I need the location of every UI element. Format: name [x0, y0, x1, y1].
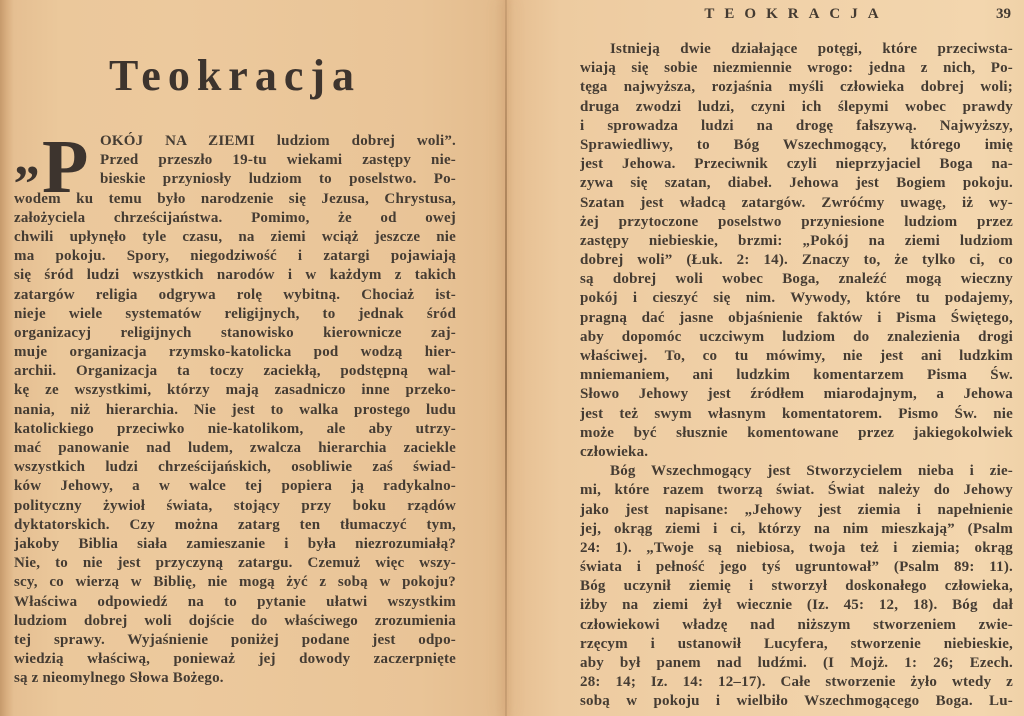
text-line: dyktatorskich. Czy można zatarg ten tłumaczyć tym,	[14, 516, 456, 533]
left-body-lines	[14, 190, 456, 689]
text-line: 28: 14; Iz. 14: 12–17). Całe stworzenie żyło wtedy z	[580, 674, 1013, 691]
text-line: Słowo Jehowy jest źródłem miarodajnym, a Jehowa	[580, 386, 1013, 403]
text-line: bieskie przyniosły ludziom to poselstwo. Po-	[100, 171, 456, 188]
right-paragraph-1	[580, 40, 1013, 462]
text-line-after-dropcap: OKÓJ NA ZIEMI ludziom dobrej woli”.	[100, 133, 456, 149]
text-line: wodem ku temu było narodzenie się Jezusa, Chrystusa,	[14, 190, 456, 207]
text-line: kę ze wszystkimi, którzy mają zasadniczo inne przeko-	[14, 382, 456, 399]
text-line: mi, które razem tworzą świat. Świat należy do Jehowy	[580, 482, 1013, 499]
right-paragraph-2	[580, 462, 1013, 711]
text-line: się śród ludzi wszystkich narodów i w każdym z takich	[14, 267, 456, 284]
page-title: Teokracja	[108, 51, 362, 100]
text-line: rzęcym i ustanowił Lucyfera, stworzenie niebieskie,	[580, 635, 1013, 652]
text-line: chwili upłynęło tyle czasu, na ziemi wciąż jeszcze nie	[14, 228, 456, 245]
dropcap	[14, 125, 100, 209]
text-line: polityczny żywioł świata, stojący przy boku rządów	[14, 497, 456, 514]
text-line: Bóg uczynił ziemię i stworzył doskonałego człowieka,	[580, 578, 1013, 595]
text-line: zywa się szatan, diabeł. Jehowa jest Bogiem pokoju.	[580, 175, 1013, 192]
text-line: założyciela chrześcijaństwa. Pomimo, że od owej	[14, 209, 456, 226]
text-line: 24: 1). „Twoje są niebiosa, twoja też i ziemia; okrąg	[580, 539, 1013, 556]
text-line: są dobrej woli wobec Boga, znaleźć mogą wieczny	[580, 271, 1013, 288]
text-line: zastępy niebieskie, brzmi: „Pokój na ziemi ludziom	[580, 232, 1013, 249]
text-line: ków Jehowy, a w walce tej popiera ją radykalno-	[14, 478, 456, 495]
text-line: Nie, to nie jest przyczyną zatargu. Czemuż więc wszy-	[14, 555, 456, 572]
text-line: żej przytoczone poselstwo przyniesione ludziom przez	[580, 213, 1013, 230]
text-line: sobą w pokoju i wielbiło Wszechmogącego Boga. Lu-	[580, 693, 1013, 710]
text-line: nieje wiele systematów religijnych, to jednak śród	[14, 305, 456, 322]
text-line: nania, niż hierarchia. Nie jest to walka prostego ludu	[14, 401, 456, 418]
dropcap-open-quote: „	[14, 129, 40, 186]
text-line: tęga najwyższa, rozjaśnia myśli człowieka dobrej woli;	[580, 79, 1013, 96]
text-line: są z nieomylnego Słowa Bożego.	[14, 670, 224, 687]
text-line: Bóg Wszechmogący jest Stworzycielem nieba i zie-	[610, 463, 1013, 480]
text-line: człowiekowi władzę nad niższym stworzeniem zwie-	[580, 616, 1013, 633]
right-page-body	[580, 40, 1013, 712]
text-line: zatargów religia odgrywa rolę wybitną. Chociaż ist-	[14, 286, 456, 303]
text-line: druga zwodzi ludzi, czyni ich ślepymi wobec prawdy	[580, 98, 1013, 115]
text-line: jej, okrąg ziemi i ci, którzy na nim mieszkają” (Psalm	[580, 520, 1013, 537]
text-line: jako jest napisane: „Jehowy jest ziemia i napełnienie	[580, 501, 1013, 518]
dropcap-letter: P	[42, 125, 89, 209]
text-line: jakoby Biblia siała zamieszanie i była niezrozumiałą?	[14, 535, 456, 552]
text-line: dobrej woli” (Łuk. 2: 14). Znaczy to, że tylko ci, co	[580, 252, 1013, 269]
text-line: Istnieją dwie działające potęgi, które przeciwsta-	[610, 41, 1013, 57]
text-line: tej sprawy. Wyjaśnienie poniżej podane jest odpo-	[14, 631, 456, 648]
text-line: iżby na ziemi żył wiecznie (Iz. 45: 12, 18). Bóg dał	[580, 597, 1013, 614]
running-header	[580, 6, 1013, 28]
text-line: scy, co wierzą w Biblię, nie mogą żyć z sobą w pokoju?	[14, 574, 456, 591]
text-line: jest też swym własnym komentatorem. Pismo Św. nie	[580, 405, 1013, 422]
opening-paragraph	[14, 125, 456, 688]
page-number: 39	[996, 6, 1011, 22]
text-line: może być słusznie komentowane przez jakiegokolwiek	[580, 424, 1013, 441]
text-line: aby był panem nad ludźmi. (I Mojż. 1: 26; Ezech.	[580, 655, 1013, 671]
text-line: wiedzią właściwą, ponieważ jej dowody zaczerpnięte	[14, 651, 456, 668]
text-line: Przed przeszło 19-tu wiekami zastępy nie-	[100, 152, 456, 169]
text-line: Sprawiedliwy, to Bóg Wszechmogący, którego imię	[580, 136, 1013, 153]
text-line: i sprowadza ludzi na drogę fałszywą. Najwyższy,	[580, 117, 1013, 134]
text-line: muje organizacja rzymsko-katolicka pod wodzą hier-	[14, 344, 456, 361]
text-line: wszystkich ludzi chrześcijańskich, osobliwie zaś świad-	[14, 459, 456, 476]
text-line: organizacyj religijnych stanowisko kierownicze zaj-	[14, 324, 456, 341]
left-page	[14, 0, 456, 716]
text-line: świata i pełność jego tyś ugruntował” (Psalm 89: 11).	[580, 559, 1013, 576]
text-line: archii. Organizacja ta toczy zaciekłą, podstępną wal-	[14, 363, 456, 380]
text-line: pragną dać jasne objaśnienie faktów i Pisma Świętego,	[580, 309, 1013, 326]
text-line: katolickiego przeciwko nie-katolikom, ale aby utrzy-	[14, 420, 456, 437]
text-line: wiają się sobie niezmiennie wrogo: jedna z nich, Po-	[580, 60, 1013, 77]
text-line: człowieka.	[580, 443, 649, 460]
text-line: pokój i cieszyć się nim. Wywody, które tu podajemy,	[580, 290, 1013, 307]
right-page	[580, 0, 1013, 716]
text-line: Właściwa odpowiedź na to pytanie ułatwi wszystkim	[14, 593, 456, 610]
binding-crease	[505, 0, 507, 716]
text-line: ma pokoju. Spory, niegodziwość i zatargi pojawiają	[14, 248, 456, 265]
text-line: Szatan jest władcą zatargów. Zwróćmy uwagę, iż wy-	[580, 194, 1013, 211]
text-line: ludziom dobrej woli dojście do właściwego zrozumienia	[14, 612, 456, 629]
text-line: jest Jehowa. Przeciwnik czyli nieprzyjaciel Boga na-	[580, 156, 1013, 173]
running-title: TEOKRACJA	[704, 6, 889, 22]
text-line: mać panowanie nad ludem, zwalcza hierarchia zaciekle	[14, 440, 456, 456]
text-line: aby dopomóc uczciwym ludziom do znalezienia drogi	[580, 328, 1013, 345]
text-line: mniemaniem, ani ludzkim komentarzem Pisma Św.	[580, 367, 1013, 384]
text-line: właściwej. To, co tu mówimy, nie jest ani ludzkim	[580, 348, 1013, 364]
